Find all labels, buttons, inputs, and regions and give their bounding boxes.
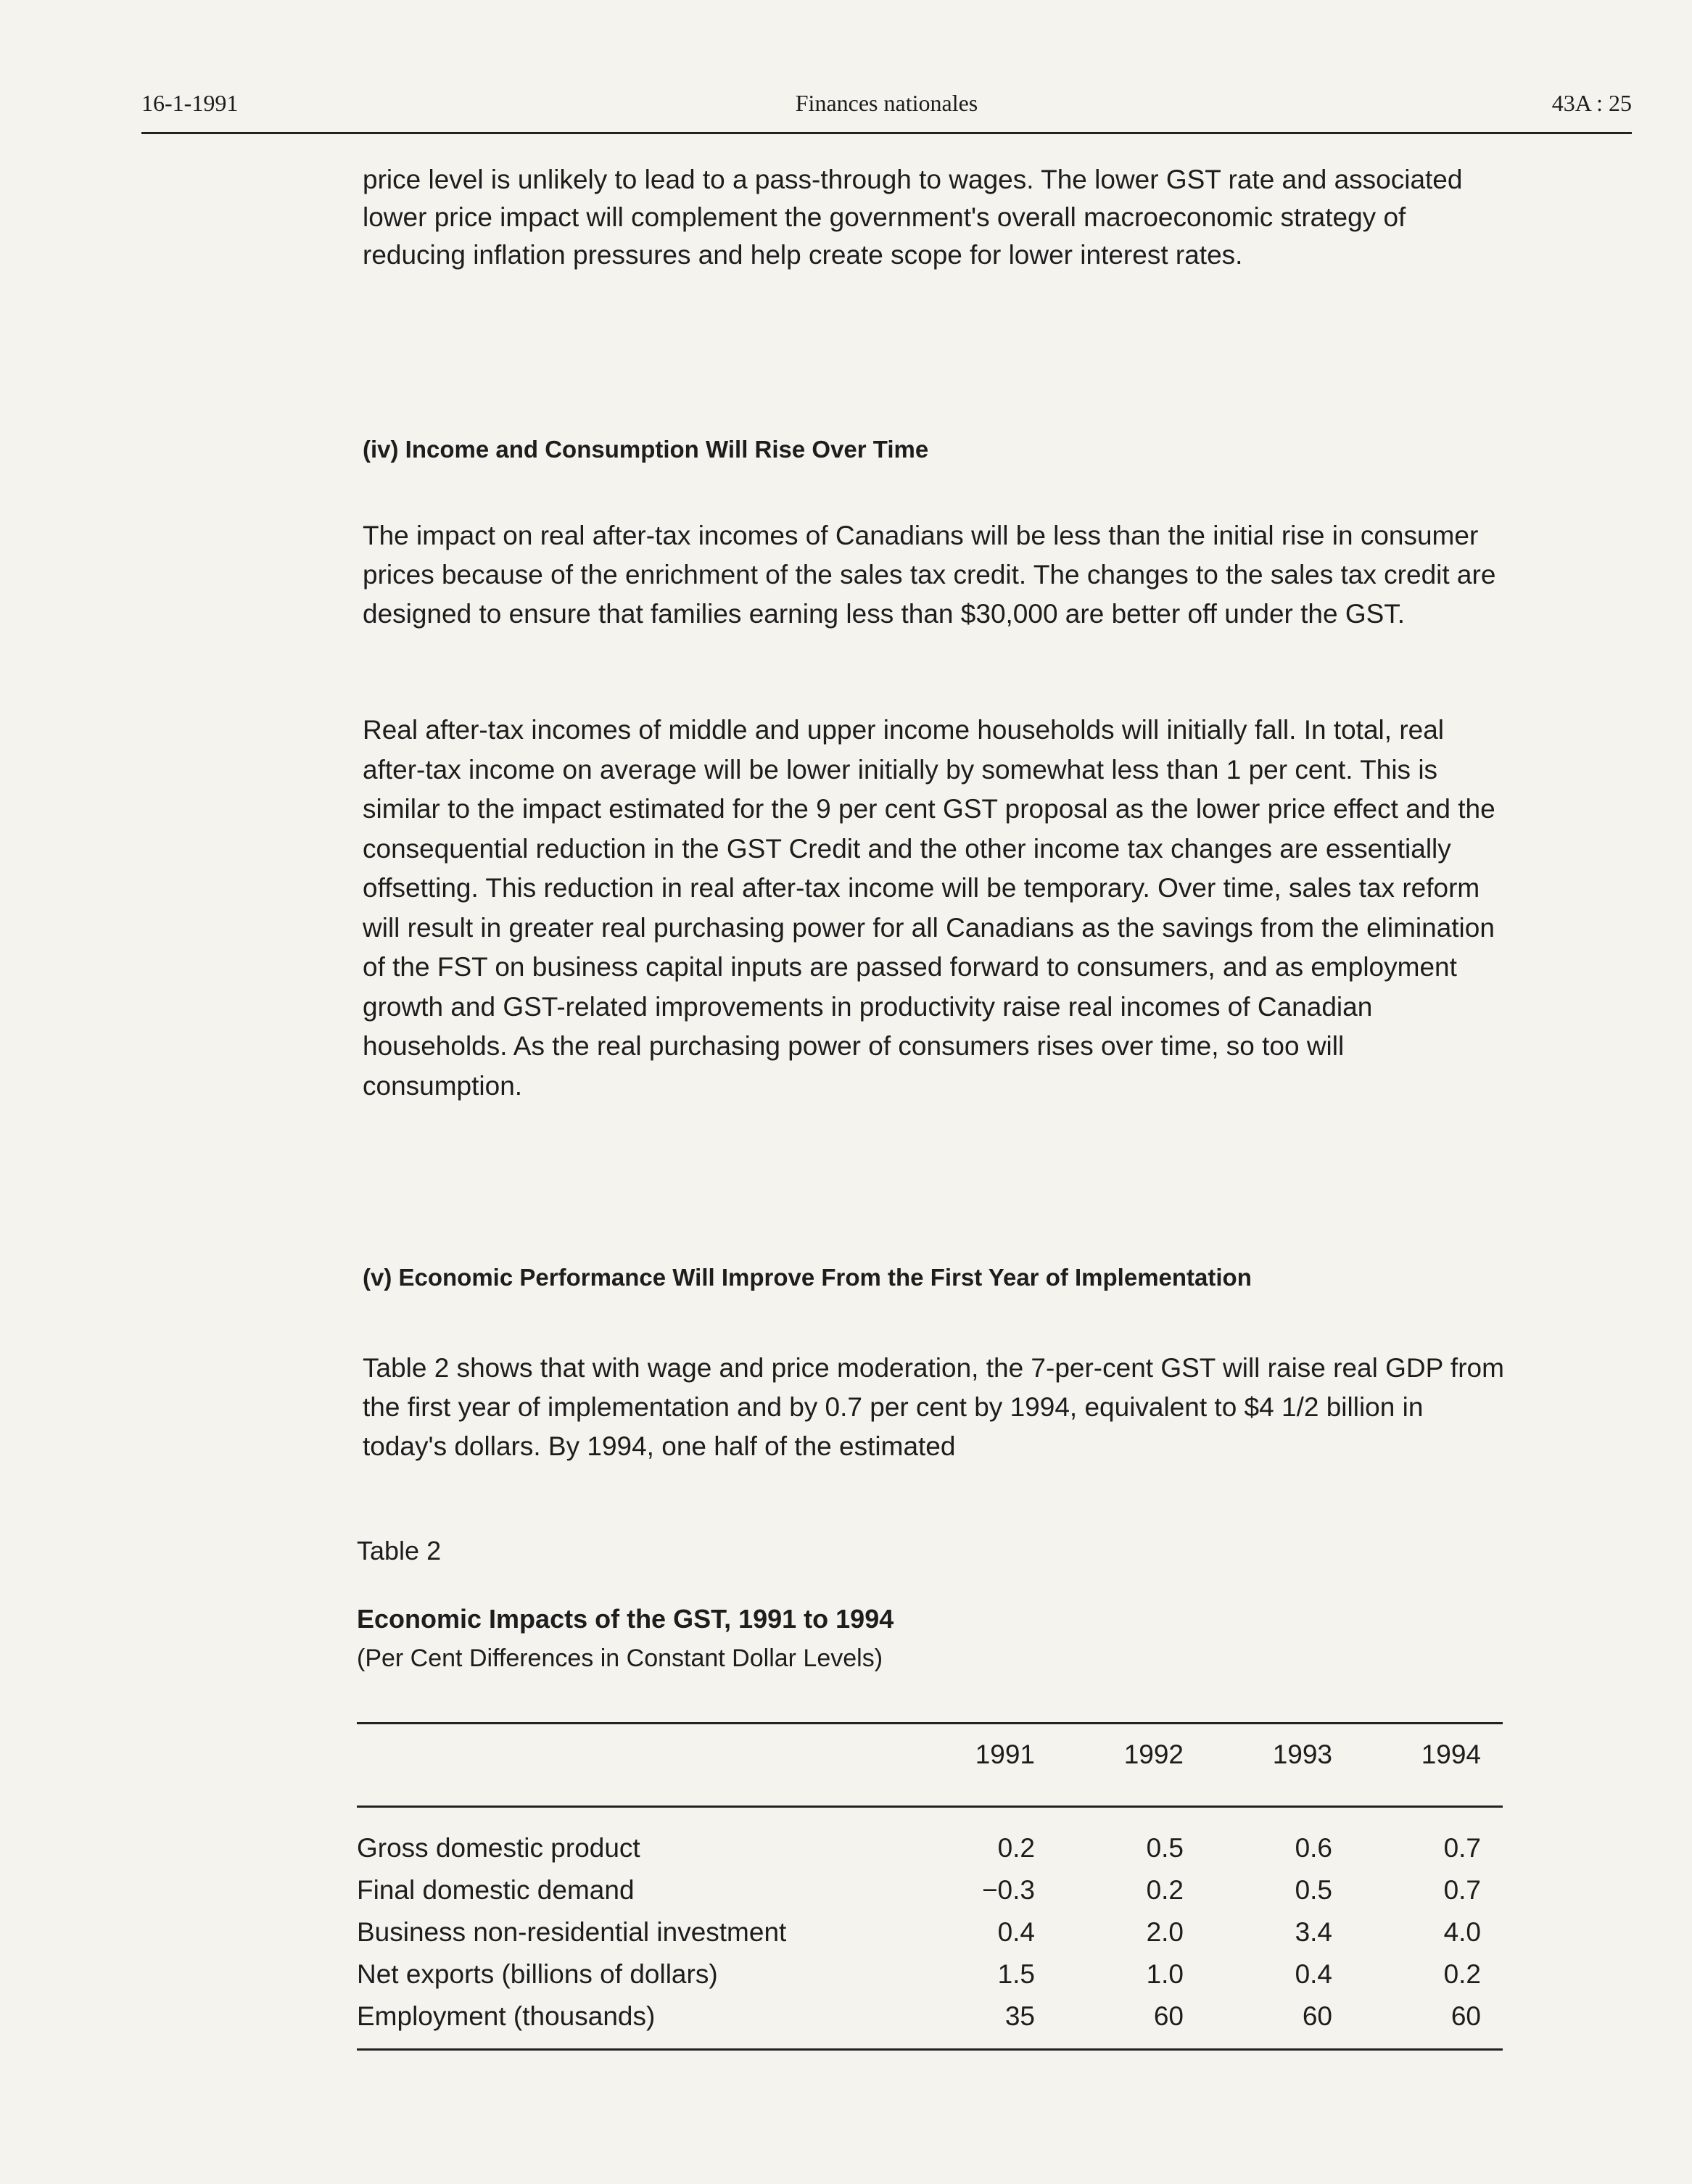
table-row (357, 1827, 1503, 1869)
table-row (357, 1953, 1503, 1995)
table-cell: 60 (1302, 2001, 1332, 2031)
table-cell: 60 (1450, 2001, 1481, 2031)
table-cell: 0.2 (997, 1833, 1035, 1863)
table-cell: 4.0 (1443, 1917, 1481, 1947)
row-label: Final domestic demand (357, 1875, 635, 1905)
paragraph-real-incomes: The impact on real after-tax incomes of Canadians will be less than the initial rise in consumer prices because of the enrichment of the sales tax credit. The changes to the sales tax credit are designed to ensure that families earning less than $30,000 are better off under the GST. (363, 521, 1496, 629)
table-cell: 0.5 (1146, 1833, 1184, 1863)
row-label: Net exports (billions of dollars) (357, 1959, 718, 1989)
table-cell: 60 (1153, 2001, 1184, 2031)
page-header (141, 86, 1632, 134)
table-cell: 0.2 (1146, 1875, 1184, 1905)
row-label: Business non-residential investment (357, 1917, 787, 1947)
table-header-row (357, 1733, 1503, 1776)
table-cell: 2.0 (1146, 1917, 1184, 1947)
table-cell: 0.7 (1443, 1833, 1481, 1863)
table-cell: 35 (1004, 2001, 1035, 2031)
table-cell: 0.2 (1443, 1959, 1481, 1989)
table-cell: 0.6 (1295, 1833, 1332, 1863)
table-cell: 1.5 (997, 1959, 1035, 1989)
column-header: 1993 (1272, 1740, 1332, 1769)
paragraph-middle-upper-income: Real after-tax incomes of middle and upper income households will initially fall. In total, real after-tax income on average will be lower initially by somewhat less than 1 per cent. This is similar to the impact estimated for the 9 per cent GST proposal as the lower price effect and the consequential reduction in the GST Credit and the other income tax changes are essentially offsetting. This reduction in real after-tax income will be temporary. Over time, sales tax reform will result in greater real purchasing power for all Canadians as the savings from the elimination of the FST on business capital inputs are passed forward to consumers, and as employment growth and GST-related improvements in productivity raise real incomes of Canadian households. As the real purchasing power of consumers rises over time, so too will consumption. (363, 715, 1495, 1101)
table-title: Economic Impacts of the GST, 1991 to 1994 (357, 1604, 894, 1634)
row-label: Gross domestic product (357, 1833, 640, 1863)
table-label: Table 2 (357, 1536, 442, 1565)
column-header: 1994 (1421, 1740, 1481, 1769)
paragraph-table-2-intro: Table 2 shows that with wage and price moderation, the 7-per-cent GST will raise real GDP from the first year of implementation and by 0.7 per cent by 1994, equivalent to $4 1/2 billion in today's dollars. By 1994, one half of the estimated (363, 1353, 1504, 1461)
table-cell: −0.3 (981, 1875, 1035, 1905)
table-cell: 0.7 (1443, 1875, 1481, 1905)
section-heading-economic-performance: (v) Economic Performance Will Improve From the First Year of Implementation (363, 1264, 1252, 1291)
table-cell: 3.4 (1295, 1917, 1332, 1947)
column-header: 1991 (975, 1740, 1035, 1769)
header-publication: Finances nationales (795, 90, 978, 116)
row-label: Employment (thousands) (357, 2001, 656, 2031)
table-header-gap (357, 1776, 1503, 1827)
economic-impacts-table (357, 1733, 1503, 2038)
header-page-number: 43A : 25 (1551, 90, 1632, 116)
table-top-rule (357, 1722, 1503, 1724)
column-header: 1992 (1123, 1740, 1184, 1769)
table-header-stub (357, 1733, 908, 1776)
table-bottom-rule (357, 2048, 1503, 2051)
table-cell: 0.4 (1295, 1959, 1332, 1989)
table-subtitle: (Per Cent Differences in Constant Dollar Levels) (357, 1645, 883, 1672)
paragraph-price-level: price level is unlikely to lead to a pass-through to wages. The lower GST rate and associated lower price impact will complement the government's overall macroeconomic strategy of reducing inflation pressures and help create scope for lower interest rates. (363, 165, 1463, 270)
table-cell: 0.4 (997, 1917, 1035, 1947)
table-row (357, 1995, 1503, 2038)
table-row (357, 1911, 1503, 1953)
table-cell: 1.0 (1146, 1959, 1184, 1989)
header-date: 16-1-1991 (141, 90, 239, 116)
table-cell: 0.5 (1295, 1875, 1332, 1905)
table-row (357, 1869, 1503, 1911)
section-heading-income-consumption: (iv) Income and Consumption Will Rise Over Time (363, 436, 929, 463)
